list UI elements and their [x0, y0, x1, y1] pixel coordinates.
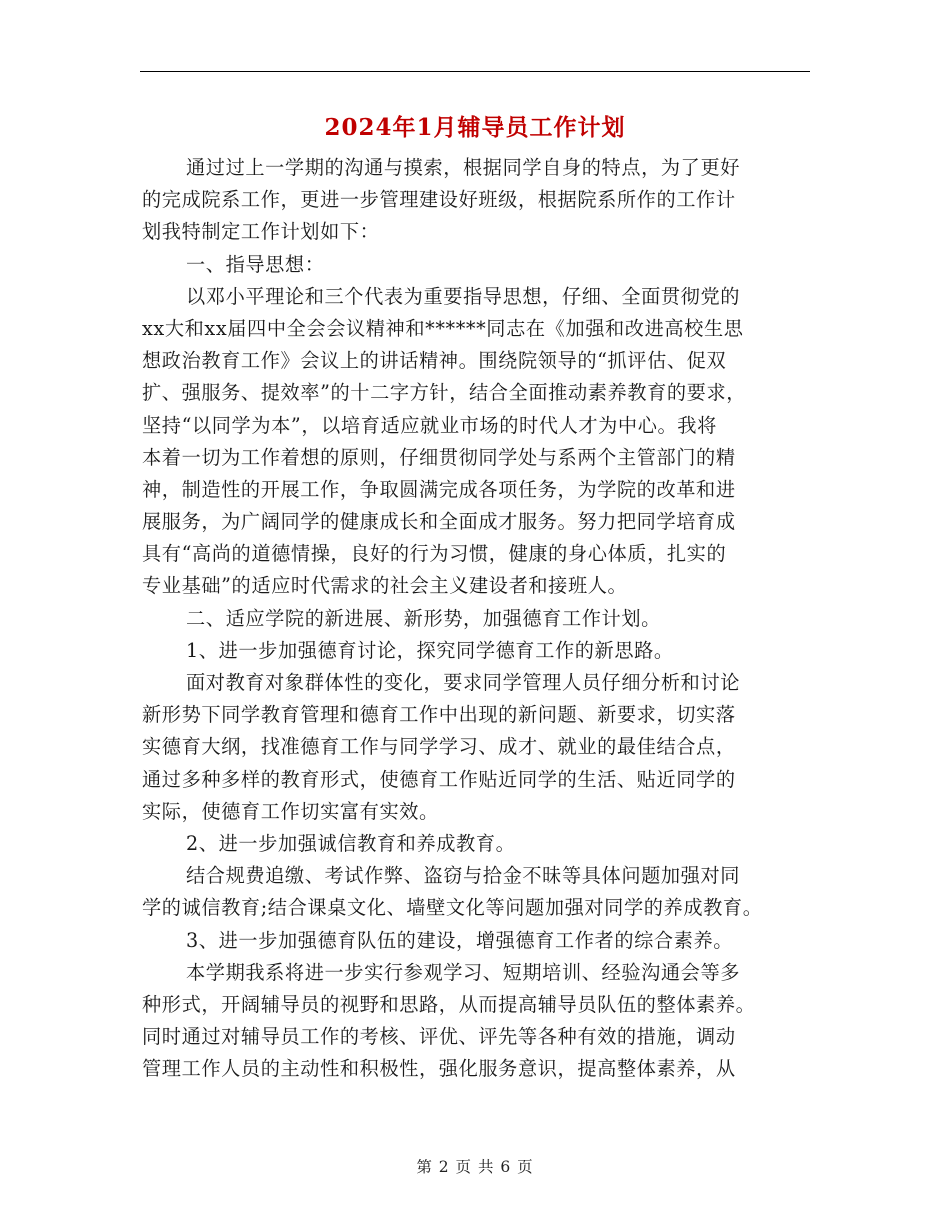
paragraph-line: 2、进一步加强诚信教育和养成教育。: [186, 831, 516, 855]
paragraph-line: 坚持“以同学为本”，以培育适应就业市场的时代人才为中心。我将: [142, 413, 717, 437]
document-title: 2024年1月辅导员工作计划: [324, 114, 626, 141]
paragraph-line: 本着一切为工作着想的原则，仔细贯彻同学处与系两个主管部门的精: [142, 445, 736, 469]
paragraph-line: 扩、强服务、提效率”的十二字方针，结合全面推动素养教育的要求，: [142, 381, 747, 405]
paragraph-line: 神，制造性的开展工作，争取圆满完成各项任务，为学院的改革和进: [142, 477, 736, 501]
paragraph-line: 二、适应学院的新进展、新形势，加强德育工作计划。: [186, 606, 661, 630]
paragraph-line: 专业基础”的适应时代需求的社会主义建设者和接班人。: [142, 574, 628, 598]
paragraph-line: 结合规费追缴、考试作弊、盗窃与拾金不昧等具体问题加强对同: [186, 864, 741, 888]
paragraph-line: 本学期我系将进一步实行参观学习、短期培训、经验沟通会等多: [186, 960, 741, 984]
paragraph-line: 实德育大纲，找准德育工作与同学学习、成才、就业的最佳结合点，: [142, 735, 736, 759]
paragraph-line: 新形势下同学教育管理和德育工作中出现的新问题、新要求，切实落: [142, 703, 736, 727]
paragraph-line: xx大和xx届四中全会会议精神和******同志在《加强和改进高校生思: [142, 316, 744, 340]
paragraph-line: 学的诚信教育;结合课桌文化、墙壁文化等问题加强对同学的养成教育。: [142, 896, 763, 920]
page-footer: 第 2 页 共 6 页: [416, 1158, 534, 1176]
paragraph-line: 想政治教育工作》会议上的讲话精神。围绕院领导的“抓评估、促双: [142, 349, 727, 373]
paragraph-line: 管理工作人员的主动性和积极性，强化服务意识，提高整体素养，从: [142, 1057, 736, 1081]
paragraph-line: 实际，使德育工作切实富有实效。: [142, 799, 439, 823]
paragraph-line: 通过多种多样的教育形式，使德育工作贴近同学的生活、贴近同学的: [142, 767, 736, 791]
paragraph-line: 面对教育对象群体性的变化，要求同学管理人员仔细分析和讨论: [186, 671, 741, 694]
document-body: [142, 152, 812, 1085]
paragraph-line: 一、指导思想：: [186, 252, 325, 276]
paragraph-line: 3、进一步加强德育队伍的建设，增强德育工作者的综合素养。: [186, 928, 734, 952]
paragraph-line: 展服务，为广阔同学的健康成长和全面成才服务。努力把同学培育成: [142, 510, 736, 534]
paragraph-line: 具有“高尚的道德情操，良好的行为习惯，健康的身心体质，扎实的: [142, 542, 727, 566]
paragraph-line: 种形式，开阔辅导员的视野和思路，从而提高辅导员队伍的整体素养。: [142, 992, 756, 1016]
paragraph-line: 划我特制定工作计划如下：: [142, 220, 380, 244]
paragraph-line: 通过过上一学期的沟通与摸索，根据同学自身的特点，为了更好: [186, 156, 741, 179]
paragraph-line: 1、进一步加强德育讨论，探究同学德育工作的新思路。: [186, 638, 674, 662]
paragraph-line: 以邓小平理论和三个代表为重要指导思想，仔细、全面贯彻党的: [186, 284, 741, 308]
paragraph-line: 的完成院系工作，更进一步管理建设好班级，根据院系所作的工作计: [142, 188, 736, 212]
header-rule: [140, 71, 810, 72]
paragraph-line: 同时通过对辅导员工作的考核、评优、评先等各种有效的措施，调动: [142, 1025, 736, 1049]
